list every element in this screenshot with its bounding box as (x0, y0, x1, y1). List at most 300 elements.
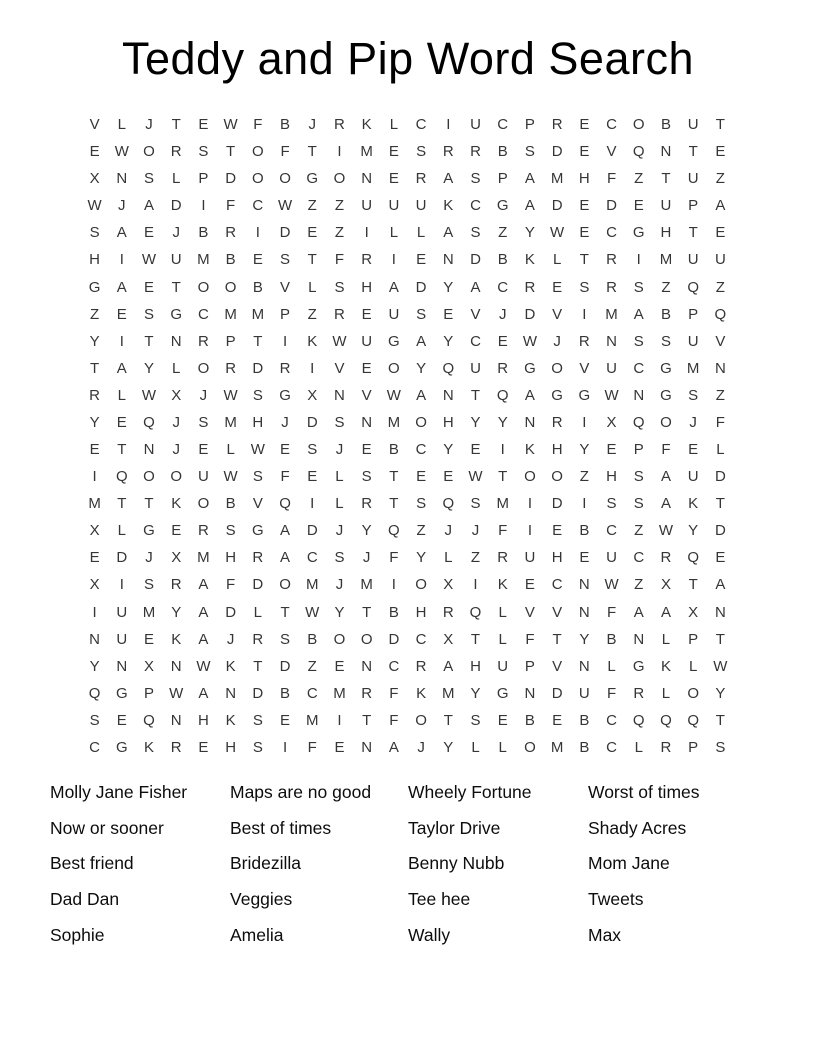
grid-letter: Z (715, 278, 725, 296)
grid-letter: H (442, 413, 454, 431)
grid-letter: K (225, 711, 236, 729)
grid-letter: L (226, 441, 235, 459)
grid-letter: Y (470, 413, 481, 431)
grid-letter: E (361, 359, 372, 377)
grid-letter: A (116, 278, 127, 296)
grid-letter: M (496, 495, 509, 513)
grid-letter: G (143, 522, 155, 540)
word-list-item: Wheely Fortune (408, 782, 532, 803)
grid-letter: A (715, 197, 726, 215)
grid-letter: C (606, 224, 617, 242)
grid-letter: A (198, 630, 209, 648)
grid-letter: X (171, 386, 182, 404)
grid-letter: T (144, 495, 154, 513)
grid-letter: L (253, 603, 263, 621)
grid-letter: Q (469, 603, 482, 621)
grid-letter: B (388, 603, 399, 621)
grid-letter: R (252, 630, 264, 648)
grid-letter: Y (89, 657, 100, 675)
grid-letter: B (579, 522, 590, 540)
grid-letter: F (661, 441, 671, 459)
grid-letter: A (524, 170, 535, 188)
grid-letter: Z (334, 224, 345, 242)
word-list-item: Maps are no good (230, 782, 372, 803)
grid-letter: O (551, 468, 563, 486)
grid-letter: Y (470, 684, 481, 702)
grid-letter: P (280, 305, 291, 323)
grid-letter: S (416, 305, 427, 323)
grid-letter: T (171, 116, 181, 134)
grid-letter: S (252, 711, 263, 729)
grid-letter: Y (497, 413, 508, 431)
grid-letter: E (633, 197, 644, 215)
grid-letter: F (334, 251, 345, 269)
grid-letter: R (361, 684, 373, 702)
grid-letter: C (633, 359, 645, 377)
grid-letter: E (606, 441, 617, 459)
grid-letter: T (362, 603, 372, 621)
grid-letter: I (201, 197, 206, 215)
grid-letter: O (143, 468, 155, 486)
grid-letter: Z (498, 224, 508, 242)
grid-letter: E (144, 278, 155, 296)
grid-letter: N (225, 684, 237, 702)
grid-letter: R (633, 684, 645, 702)
grid-letter: D (551, 143, 563, 161)
grid-letter: E (579, 116, 590, 134)
grid-letter: M (605, 305, 618, 323)
grid-letter: E (579, 224, 590, 242)
grid-letter: A (144, 197, 155, 215)
grid-letter: B (280, 684, 291, 702)
grid-letter: F (280, 143, 290, 161)
word-list-item: Tweets (588, 889, 644, 910)
grid-letter: O (524, 468, 536, 486)
grid-letter: R (551, 413, 563, 431)
grid-letter: U (714, 251, 726, 269)
word-list-item: Best friend (50, 853, 134, 874)
grid-letter: G (660, 386, 672, 404)
grid-letter: G (632, 657, 645, 675)
grid-letter: L (416, 224, 426, 242)
word-list-item: Shady Acres (588, 817, 687, 838)
grid-letter: U (687, 251, 699, 269)
grid-letter: G (496, 684, 509, 702)
grid-letter: I (446, 116, 451, 134)
grid-letter: E (171, 522, 182, 540)
grid-letter: E (497, 332, 508, 350)
grid-letter: J (553, 332, 561, 350)
grid-letter: C (198, 305, 209, 323)
grid-letter: W (713, 657, 728, 675)
grid-letter: T (688, 224, 698, 242)
grid-letter: C (89, 738, 101, 756)
grid-letter: P (144, 684, 155, 702)
grid-letter: Z (416, 522, 426, 540)
grid-letter: E (116, 711, 127, 729)
grid-letter: W (250, 441, 265, 459)
grid-letter: T (470, 386, 481, 404)
grid-letter: G (551, 386, 563, 404)
grid-letter: J (471, 522, 480, 540)
grid-letter: D (252, 359, 264, 377)
word-list-item: Taylor Drive (408, 817, 501, 838)
grid-letter: C (497, 116, 509, 134)
grid-letter: M (387, 413, 401, 431)
grid-letter: N (606, 332, 617, 350)
grid-letter: E (443, 305, 454, 323)
word-list-column (408, 775, 588, 953)
grid-letter: T (171, 278, 181, 296)
grid-letter: A (633, 603, 644, 621)
grid-letter: S (416, 143, 427, 161)
grid-letter: P (688, 305, 699, 323)
word-list-item: Worst of times (588, 782, 700, 803)
grid-letter: N (714, 359, 726, 377)
grid-letter: U (606, 359, 617, 377)
grid-letter: T (688, 143, 698, 161)
grid-letter: L (444, 549, 453, 567)
grid-letter: T (389, 495, 399, 513)
grid-letter: P (524, 657, 535, 675)
grid-letter: A (660, 468, 671, 486)
grid-letter: E (89, 441, 100, 459)
grid-letter: E (388, 170, 399, 188)
grid-letter: F (498, 522, 508, 540)
grid-letter: D (606, 197, 617, 215)
grid-letter: Q (632, 711, 645, 729)
grid-letter: U (687, 116, 699, 134)
grid-letter: D (279, 657, 291, 675)
grid-letter: C (470, 332, 481, 350)
grid-letter: U (198, 468, 209, 486)
grid-letter: D (388, 630, 400, 648)
grid-letter: W (223, 386, 238, 404)
grid-letter: U (388, 197, 400, 215)
grid-letter: R (415, 657, 427, 675)
grid-letter: O (224, 278, 237, 296)
grid-letter: L (389, 116, 399, 134)
grid-letter: G (115, 738, 128, 756)
grid-letter: Z (90, 305, 100, 323)
grid-letter: V (252, 495, 263, 513)
grid-letter: V (524, 603, 535, 621)
grid-letter: J (145, 116, 153, 134)
grid-letter: R (225, 224, 237, 242)
grid-letter: W (550, 224, 565, 242)
grid-letter: W (87, 197, 102, 215)
grid-letter: I (119, 576, 124, 594)
grid-letter: E (361, 305, 372, 323)
grid-letter: R (170, 143, 182, 161)
grid-letter: C (306, 684, 318, 702)
grid-letter: K (171, 495, 182, 513)
grid-letter: A (443, 224, 454, 242)
grid-letter: I (391, 251, 396, 269)
grid-letter: R (361, 251, 373, 269)
grid-letter: J (172, 413, 180, 431)
grid-letter: D (225, 603, 237, 621)
grid-letter: W (386, 386, 401, 404)
grid-letter: J (335, 576, 344, 594)
grid-letter: F (389, 711, 399, 729)
grid-letter: E (198, 116, 209, 134)
grid-letter: X (171, 549, 182, 567)
grid-letter: E (361, 441, 372, 459)
grid-letter: O (197, 359, 210, 377)
grid-letter: T (226, 143, 236, 161)
grid-letter: V (89, 116, 100, 134)
grid-letter: D (415, 278, 427, 296)
grid-letter: U (660, 197, 672, 215)
grid-letter: R (170, 576, 182, 594)
grid-letter: K (361, 116, 372, 134)
grid-letter: U (116, 603, 128, 621)
grid-letter: P (198, 170, 209, 188)
grid-letter: X (606, 413, 617, 431)
grid-letter: T (443, 711, 453, 729)
grid-letter: F (606, 684, 617, 702)
grid-letter: E (116, 413, 127, 431)
grid-letter: I (582, 413, 587, 431)
grid-letter: I (119, 332, 124, 350)
grid-letter: V (470, 305, 481, 323)
grid-letter: S (280, 251, 291, 269)
grid-letter: M (659, 251, 673, 269)
grid-letter: Q (687, 278, 700, 296)
grid-letter: J (172, 441, 180, 459)
grid-letter: F (307, 738, 317, 756)
grid-letter: D (551, 495, 563, 513)
grid-letter: N (170, 332, 182, 350)
grid-letter: E (552, 711, 563, 729)
grid-letter: I (310, 495, 315, 513)
grid-letter: I (337, 143, 342, 161)
grid-letter: C (606, 116, 617, 134)
grid-letter: B (497, 251, 508, 269)
grid-letter: B (579, 738, 590, 756)
grid-letter: C (415, 441, 427, 459)
grid-letter: Q (143, 413, 155, 431)
word-list (50, 775, 768, 953)
grid-letter: T (90, 359, 100, 377)
grid-letter: A (443, 170, 454, 188)
grid-letter: T (579, 251, 589, 269)
grid-letter: V (552, 603, 563, 621)
grid-letter: Y (443, 332, 454, 350)
page-title: Teddy and Pip Word Search (122, 33, 694, 84)
grid-letter: R (252, 549, 264, 567)
grid-letter: R (89, 386, 101, 404)
grid-letter: I (92, 603, 97, 621)
grid-letter: E (497, 711, 508, 729)
word-list-item: Wally (408, 924, 451, 945)
grid-letter: O (170, 468, 183, 486)
grid-letter: N (170, 711, 182, 729)
grid-letter: E (552, 522, 563, 540)
grid-letter: X (443, 576, 454, 594)
grid-letter: C (415, 116, 427, 134)
word-list-item: Amelia (230, 924, 284, 945)
grid-letter: U (606, 549, 617, 567)
grid-letter: M (306, 711, 319, 729)
grid-letter: B (660, 116, 671, 134)
grid-letter: A (198, 576, 209, 594)
grid-letter: R (279, 359, 291, 377)
grid-letter: Y (688, 522, 699, 540)
grid-letter: I (636, 251, 641, 269)
grid-letter: W (305, 603, 320, 621)
grid-letter: D (252, 576, 264, 594)
grid-letter: Y (334, 603, 345, 621)
grid-letter: E (388, 143, 399, 161)
grid-letter: B (225, 495, 236, 513)
grid-letter: A (443, 657, 454, 675)
word-list-item: Max (588, 924, 622, 945)
grid-letter: W (522, 332, 538, 350)
grid-letter: B (225, 251, 236, 269)
grid-letter: Y (443, 278, 454, 296)
grid-letter: Y (171, 603, 182, 621)
grid-letter: I (119, 251, 124, 269)
grid-letter: L (308, 278, 317, 296)
grid-letter: B (606, 630, 617, 648)
grid-letter: T (552, 630, 562, 648)
grid-letter: D (551, 684, 563, 702)
grid-letter: A (524, 386, 535, 404)
grid-letter: Y (524, 224, 535, 242)
grid-letter: L (661, 630, 671, 648)
grid-letter: E (280, 441, 291, 459)
grid-letter: S (334, 549, 345, 567)
grid-letter: L (172, 170, 181, 188)
grid-letter: T (715, 116, 725, 134)
grid-letter: A (416, 386, 427, 404)
grid-letter: W (277, 197, 293, 215)
grid-letter: E (416, 251, 427, 269)
word-list-item: Bridezilla (230, 853, 301, 874)
grid-letter: N (578, 603, 590, 621)
grid-letter: A (280, 549, 291, 567)
grid-letter: M (224, 413, 237, 431)
grid-letter: P (524, 116, 535, 134)
grid-letter: K (225, 657, 236, 675)
grid-letter: D (170, 197, 182, 215)
grid-letter: B (280, 116, 291, 134)
grid-letter: E (524, 576, 535, 594)
grid-letter: N (361, 738, 373, 756)
grid-letter: R (660, 738, 672, 756)
grid-letter: S (89, 224, 100, 242)
grid-letter: B (660, 305, 671, 323)
grid-letter: U (415, 197, 427, 215)
grid-letter: C (551, 576, 563, 594)
grid-letter: A (198, 684, 209, 702)
grid-letter: E (334, 738, 345, 756)
grid-letter: V (334, 359, 345, 377)
grid-letter: Q (143, 711, 155, 729)
grid-letter: U (470, 359, 481, 377)
grid-letter: M (333, 684, 346, 702)
grid-letter: U (687, 170, 699, 188)
grid-letter: C (497, 278, 509, 296)
grid-letter: O (660, 413, 672, 431)
grid-letter: T (253, 332, 263, 350)
grid-letter: Y (443, 441, 454, 459)
grid-letter: E (579, 143, 590, 161)
grid-letter: M (306, 576, 319, 594)
grid-letter: J (417, 738, 425, 756)
grid-letter: O (388, 359, 400, 377)
grid-letter: G (115, 684, 128, 702)
grid-letter: S (144, 576, 155, 594)
grid-letter: S (89, 711, 100, 729)
grid-letter: U (687, 332, 699, 350)
word-list-column (230, 775, 408, 953)
grid-letter: Q (714, 305, 727, 323)
grid-letter: R (497, 549, 509, 567)
grid-letter: L (661, 684, 671, 702)
grid-letter: T (688, 576, 698, 594)
grid-letter: N (334, 386, 345, 404)
grid-letter: Y (144, 359, 155, 377)
grid-letter: T (389, 468, 399, 486)
grid-letter: L (498, 630, 507, 648)
grid-letter: O (333, 630, 346, 648)
grid-letter: M (224, 305, 237, 323)
grid-letter: T (715, 495, 725, 513)
grid-letter: X (89, 576, 100, 594)
grid-letter: L (552, 251, 562, 269)
grid-letter: S (361, 468, 372, 486)
grid-letter: B (497, 143, 508, 161)
grid-letter: H (225, 738, 237, 756)
grid-letter: Z (470, 549, 481, 567)
grid-letter: G (578, 386, 591, 404)
grid-letter: W (196, 657, 211, 675)
grid-letter: Q (496, 386, 509, 404)
grid-letter: J (199, 386, 208, 404)
grid-letter: S (225, 522, 236, 540)
grid-letter: C (633, 549, 645, 567)
grid-letter: Y (89, 332, 100, 350)
grid-letter: F (606, 603, 617, 621)
grid-letter: K (524, 251, 535, 269)
grid-letter: N (660, 143, 672, 161)
grid-letter: X (89, 170, 100, 188)
grid-letter: E (307, 468, 318, 486)
grid-letter: F (525, 630, 535, 648)
grid-letter: B (252, 278, 263, 296)
grid-letter: O (360, 630, 373, 648)
grid-letter: S (416, 495, 427, 513)
grid-letter: S (660, 332, 671, 350)
grid-letter: N (361, 170, 373, 188)
grid-letter: X (660, 576, 671, 594)
grid-letter: R (470, 143, 481, 161)
grid-letter: K (524, 441, 535, 459)
grid-letter: P (688, 197, 699, 215)
grid-letter: G (252, 522, 264, 540)
grid-letter: Y (416, 359, 427, 377)
grid-letter: W (169, 684, 184, 702)
grid-letter: J (281, 413, 289, 431)
grid-letter: V (579, 359, 590, 377)
word-list-item: Molly Jane Fisher (50, 782, 188, 803)
grid-letter: A (388, 278, 399, 296)
grid-letter: O (415, 413, 427, 431)
grid-letter: S (198, 413, 209, 431)
